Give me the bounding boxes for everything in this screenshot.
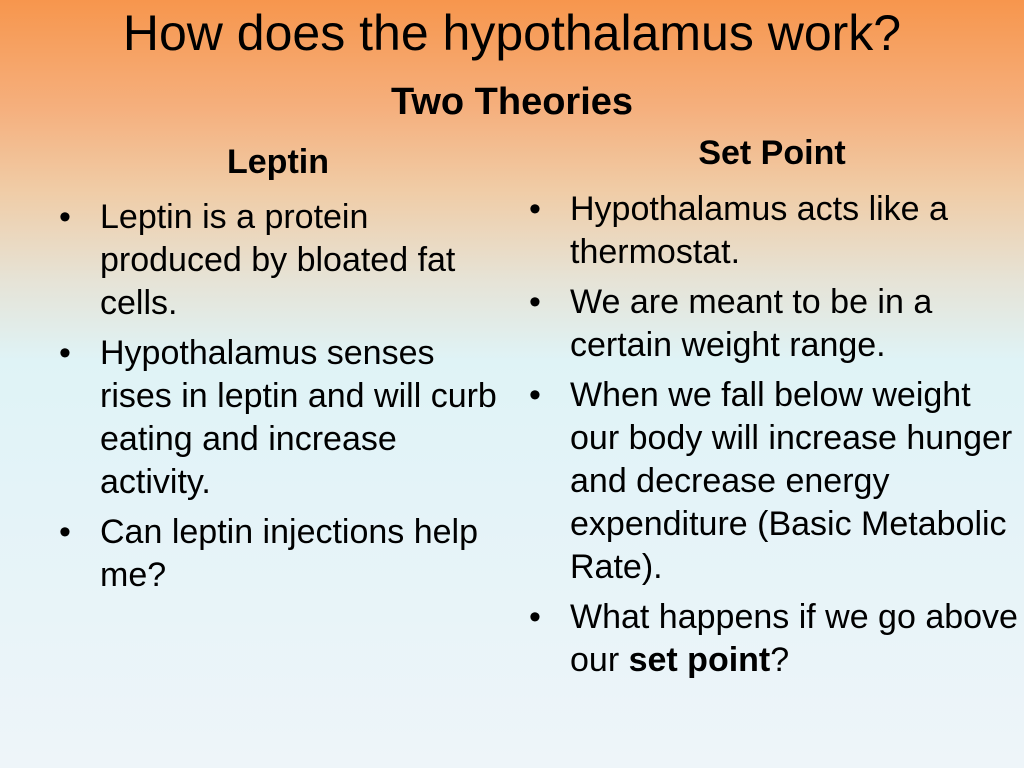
bullet-text-after: ? bbox=[770, 641, 790, 679]
set-point-heading: Set Point bbox=[698, 134, 846, 172]
list-item bbox=[526, 596, 1021, 682]
list-item bbox=[56, 332, 506, 504]
leptin-heading: Leptin bbox=[227, 143, 329, 181]
bullet-text: Leptin is a protein produced by bloated fat cells. bbox=[100, 198, 456, 322]
list-item bbox=[56, 511, 506, 597]
bullet-text: When we fall below weight our body will increase hunger and decrease energy expenditure (Basic Metabolic Rate). bbox=[570, 376, 1013, 586]
bullet-icon: • bbox=[529, 190, 541, 228]
list-item bbox=[56, 196, 506, 325]
slide-title: How does the hypothalamus work? bbox=[122, 5, 902, 61]
list-item bbox=[526, 188, 1021, 274]
bullet-text: Hypothalamus acts like a thermostat. bbox=[570, 190, 948, 271]
bullet-icon: • bbox=[59, 334, 71, 372]
bullet-text-before: What happens if we go above our bbox=[570, 598, 1018, 679]
set-point-bullet-list bbox=[526, 188, 1021, 689]
bullet-icon: • bbox=[529, 283, 541, 321]
bullet-icon: • bbox=[59, 513, 71, 551]
bullet-text: We are meant to be in a certain weight range. bbox=[570, 283, 933, 364]
bullet-text: Can leptin injections help me? bbox=[100, 513, 479, 594]
bullet-icon: • bbox=[529, 376, 541, 414]
list-item bbox=[526, 374, 1021, 589]
bullet-text-bold: set point bbox=[628, 641, 771, 679]
slide-subtitle: Two Theories bbox=[390, 81, 634, 123]
bullet-text: Hypothalamus senses rises in leptin and will curb eating and increase activity. bbox=[100, 334, 497, 501]
leptin-bullet-list bbox=[56, 196, 506, 604]
bullet-icon: • bbox=[529, 598, 541, 636]
list-item bbox=[526, 281, 1021, 367]
bullet-icon: • bbox=[59, 198, 71, 236]
